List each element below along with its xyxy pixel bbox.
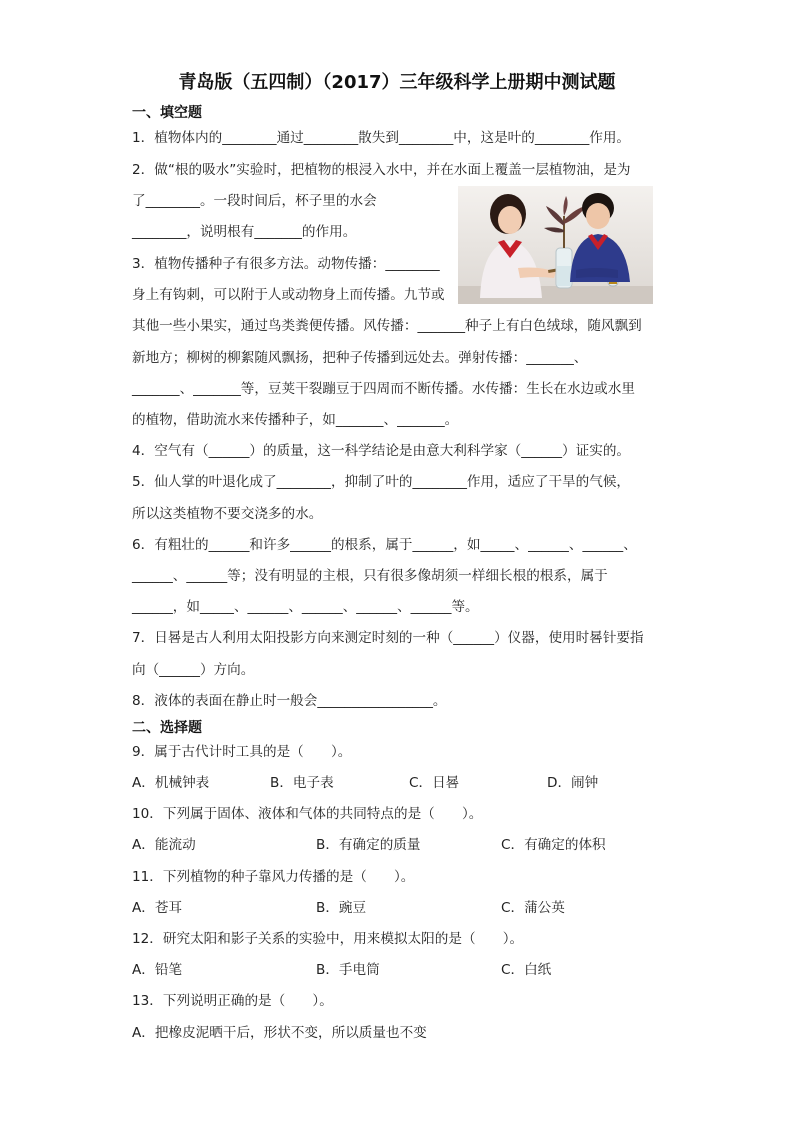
question-3-line-3: 其他一些小果实，通过鸟类粪便传播。风传播：_______种子上有白色绒球，随风飘到 bbox=[132, 318, 642, 334]
option-b[interactable]: B．电子表 bbox=[270, 775, 334, 791]
photo-illustration bbox=[458, 186, 653, 304]
section-choice: 二、选择题 bbox=[132, 720, 202, 736]
question-6-line-3: ______，如_____、______、______、______、______等。 bbox=[132, 599, 479, 615]
question-9-options bbox=[132, 773, 692, 793]
question-5-line-2: 所以这类植物不要交浇多的水。 bbox=[132, 506, 323, 522]
option-d[interactable]: D．闹钟 bbox=[547, 775, 599, 791]
question-2-line-2: 了________。一段时间后，杯子里的水会 bbox=[132, 193, 377, 209]
question-4: 4．空气有（______）的质量，这一科学结论是由意大利科学家（______）证实的。 bbox=[132, 443, 631, 459]
option-c[interactable]: C．蒲公英 bbox=[501, 900, 565, 916]
option-a[interactable]: A．苍耳 bbox=[132, 900, 183, 916]
option-a[interactable]: A．能流动 bbox=[132, 837, 196, 853]
question-1: 1．植物体内的________通过________散失到________中，这是叶的________作用。 bbox=[132, 130, 631, 146]
question-10: 10．下列属于固体、液体和气体的共同特点的是（ ）。 bbox=[132, 806, 483, 822]
children-plant-experiment-photo bbox=[458, 186, 653, 304]
question-3-line-4: 新地方；柳树的柳絮随风飘扬，把种子传播到远处去。弹射传播：_______、 bbox=[132, 350, 588, 366]
option-c[interactable]: C．有确定的体积 bbox=[501, 837, 606, 853]
question-13: 13．下列说明正确的是（ ）。 bbox=[132, 993, 333, 1009]
question-3-line-2: 身上有钩刺，可以附于人或动物身上而传播。九节或 bbox=[132, 287, 445, 303]
option-b[interactable]: B．豌豆 bbox=[316, 900, 367, 916]
question-6-line-2: ______、______等；没有明显的主根，只有很多像胡须一样细长根的根系，属于 bbox=[132, 568, 608, 584]
question-11: 11．下列植物的种子靠风力传播的是（ ）。 bbox=[132, 869, 415, 885]
question-2-line-1: 2．做“根的吸水”实验时，把植物的根浸入水中，并在水面上覆盖一层植物油，是为 bbox=[132, 162, 631, 178]
question-6-line-1: 6．有粗壮的______和许多______的根系，属于______，如_____、______、______、 bbox=[132, 537, 637, 553]
question-2-line-3: ________，说明根有_______的作用。 bbox=[132, 224, 357, 240]
option-c[interactable]: C．白纸 bbox=[501, 962, 552, 978]
question-8: 8．液体的表面在静止时一般会_________________。 bbox=[132, 693, 447, 709]
question-13-option-a[interactable]: A．把橡皮泥晒干后，形状不变，所以质量也不变 bbox=[132, 1025, 427, 1041]
question-10-options bbox=[132, 835, 692, 855]
page-title: 青岛版（五四制）（2017）三年级科学上册期中测试题 bbox=[178, 72, 616, 93]
question-7-line-1: 7．日晷是古人利用太阳投影方向来测定时刻的一种（______）仪器，使用时晷针要指 bbox=[132, 630, 644, 646]
option-a[interactable]: A．机械钟表 bbox=[132, 775, 210, 791]
question-11-options bbox=[132, 898, 692, 918]
question-7-line-2: 向（______）方向。 bbox=[132, 662, 255, 678]
question-3-line-6: 的植物，借助流水来传播种子，如_______、_______。 bbox=[132, 412, 459, 428]
question-3-line-5: _______、_______等，豆荚干裂蹦豆于四周而不断传播。水传播：生长在水边或水里 bbox=[132, 381, 635, 397]
question-9: 9．属于古代计时工具的是（ ）。 bbox=[132, 744, 352, 760]
section-fill-in: 一、填空题 bbox=[132, 105, 202, 121]
option-b[interactable]: B．手电筒 bbox=[316, 962, 380, 978]
option-c[interactable]: C．日晷 bbox=[409, 775, 460, 791]
question-5-line-1: 5．仙人掌的叶退化成了________，抑制了叶的________作用，适应了干旱的气候， bbox=[132, 474, 631, 490]
question-12-options bbox=[132, 960, 692, 980]
question-12: 12．研究太阳和影子关系的实验中，用来模拟太阳的是（ ）。 bbox=[132, 931, 524, 947]
question-3-line-1: 3．植物传播种子有很多方法。动物传播：________ bbox=[132, 256, 440, 272]
option-a[interactable]: A．铅笔 bbox=[132, 962, 183, 978]
option-b[interactable]: B．有确定的质量 bbox=[316, 837, 421, 853]
